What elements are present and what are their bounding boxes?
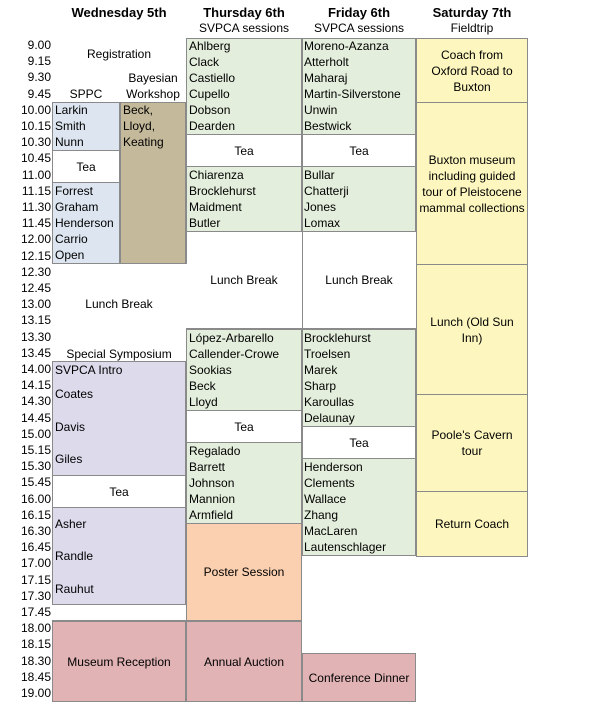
time-label: 17.30 xyxy=(20,588,51,603)
time-label: 9.00 xyxy=(27,38,51,52)
header-wednesday: Wednesday 5th xyxy=(71,5,167,20)
time-label: 12.00 xyxy=(20,232,51,247)
wed-bayesian-label: Bayesian Workshop xyxy=(126,71,180,101)
time-label: 13.30 xyxy=(20,329,51,344)
time-label: 18.15 xyxy=(20,637,51,652)
fri-speaker: Marek xyxy=(304,363,338,377)
sat-return-coach: Return Coach xyxy=(416,491,528,557)
row-divider xyxy=(186,231,416,232)
thu-lunch-break: Lunch Break xyxy=(210,273,278,287)
thu-speaker: Castiello xyxy=(189,71,236,85)
thu-poster-session: Poster Session xyxy=(186,523,302,621)
thu-speaker: Barrett xyxy=(189,460,226,474)
time-label: 18.30 xyxy=(20,653,51,668)
thu-speaker: Dobson xyxy=(189,103,231,117)
thu-speaker: Maidment xyxy=(189,200,242,214)
wed-sppc-name: Graham xyxy=(55,200,99,214)
wed-bayesian-name: Beck, xyxy=(123,103,154,117)
fri-speaker: Sharp xyxy=(304,379,337,393)
subheader-saturday: Fieldtrip xyxy=(450,21,494,35)
sat-coach: Coach from Oxford Road to Buxton xyxy=(416,38,528,103)
column-divider xyxy=(302,232,303,329)
fri-speaker: Lomax xyxy=(304,216,341,230)
fri-tea-2: Tea xyxy=(302,426,416,459)
thu-speaker: Lloyd xyxy=(189,395,218,409)
row-divider xyxy=(52,620,186,621)
wed-symposium-name: Asher xyxy=(55,517,87,531)
fri-conference-dinner: Conference Dinner xyxy=(302,653,416,702)
wed-symposium-name: Giles xyxy=(55,452,83,466)
fri-speaker: Moreno-Azanza xyxy=(304,39,389,53)
time-label: 11.45 xyxy=(21,216,51,231)
fri-speaker: Jones xyxy=(304,200,337,214)
column-divider xyxy=(416,232,417,329)
time-label: 12.30 xyxy=(20,264,51,279)
wed-lunch-break: Lunch Break xyxy=(85,297,153,311)
wed-symposium-name: Coates xyxy=(55,387,94,401)
time-label: 15.15 xyxy=(20,443,51,457)
thu-speaker: Callender-Crowe xyxy=(189,347,280,361)
fri-speaker: Karoullas xyxy=(304,395,355,409)
time-label: 11.00 xyxy=(21,167,51,182)
time-label: 12.45 xyxy=(20,281,51,295)
fri-speaker: Bullar xyxy=(304,168,335,182)
row-divider xyxy=(186,328,416,329)
header-saturday: Saturday 7th xyxy=(432,5,512,20)
wed-sppc-name: Henderson xyxy=(55,216,114,230)
fri-speaker: Wallace xyxy=(304,492,347,506)
time-label: 13.00 xyxy=(20,297,51,312)
thu-speaker: Regalado xyxy=(189,444,241,458)
wed-sppc-name: Smith xyxy=(55,119,86,133)
subheader-thursday: SVPCA sessions xyxy=(198,21,290,35)
thu-speaker: Sookias xyxy=(189,363,232,377)
wed-bayesian-name: Lloyd, xyxy=(123,119,156,133)
thu-speaker: Mannion xyxy=(189,492,236,506)
fri-speaker: Chatterji xyxy=(304,184,349,198)
time-label: 9.45 xyxy=(27,86,51,101)
header-thursday: Thursday 6th xyxy=(203,5,285,20)
fri-speaker: Brocklehurst xyxy=(304,331,371,345)
thu-annual-auction: Annual Auction xyxy=(186,621,302,702)
time-label: 13.15 xyxy=(20,313,51,328)
time-label: 14.45 xyxy=(20,410,51,425)
time-label: 10.30 xyxy=(20,135,51,150)
column-divider xyxy=(186,329,187,702)
fri-speaker: Delaunay xyxy=(304,411,355,425)
time-label: 16.15 xyxy=(20,507,51,522)
wed-symposium-intro: SVPCA Intro xyxy=(55,363,123,377)
thu-speaker: Chiarenza xyxy=(189,168,244,182)
wed-sppc-name: Forrest xyxy=(55,184,94,198)
subheader-friday: SVPCA sessions xyxy=(313,21,405,35)
time-label: 14.30 xyxy=(20,394,51,409)
thu-speaker: Brocklehurst xyxy=(189,184,256,198)
row-divider xyxy=(52,604,186,605)
time-label: 9.30 xyxy=(27,70,51,85)
fri-speaker: MacLaren xyxy=(304,524,358,538)
wed-sppc-name: Open xyxy=(55,248,85,262)
time-label: 16.00 xyxy=(20,491,51,506)
time-label: 9.15 xyxy=(27,54,51,69)
thu-speaker: Armfield xyxy=(189,508,234,522)
time-label: 11.30 xyxy=(21,200,51,214)
fri-speaker: Clements xyxy=(304,476,355,490)
wed-tea-1: Tea xyxy=(52,150,120,183)
thu-speaker: Butler xyxy=(189,216,221,230)
thu-tea-1: Tea xyxy=(186,134,302,167)
time-label: 16.30 xyxy=(20,524,51,538)
fri-speaker: Zhang xyxy=(304,508,339,522)
wed-special-symposium: Special Symposium xyxy=(66,347,172,361)
time-label: 17.15 xyxy=(20,572,51,587)
wed-symposium-name: Randle xyxy=(55,549,94,563)
thu-speaker: Beck xyxy=(189,379,216,393)
thu-speaker: Clack xyxy=(189,55,220,69)
time-label: 10.15 xyxy=(20,119,51,133)
time-label: 18.45 xyxy=(20,669,51,684)
wed-bayesian-name: Keating xyxy=(123,135,164,149)
time-label: 18.00 xyxy=(20,621,51,636)
wed-museum-reception: Museum Reception xyxy=(52,621,186,702)
time-label: 10.45 xyxy=(20,151,51,166)
wed-sppc-name: Nunn xyxy=(55,135,84,149)
wed-symposium-name: Rauhut xyxy=(55,582,94,596)
thu-speaker: Johnson xyxy=(189,476,235,490)
fri-speaker: Troelsen xyxy=(304,347,351,361)
header-friday: Friday 6th xyxy=(327,5,391,20)
thu-tea-2: Tea xyxy=(186,410,302,443)
fri-speaker: Martin-Silverstone xyxy=(304,87,401,101)
fri-speaker: Maharaj xyxy=(304,71,348,85)
sat-pooles-cavern: Poole's Cavern tour xyxy=(416,394,528,492)
wed-tea-2: Tea xyxy=(52,475,186,508)
thu-speaker: Dearden xyxy=(189,119,236,133)
time-label: 17.45 xyxy=(20,605,51,619)
wed-sppc-name: Larkin xyxy=(55,103,88,117)
fri-lunch-break: Lunch Break xyxy=(325,273,393,287)
row-divider xyxy=(52,263,186,264)
time-label: 14.00 xyxy=(20,362,51,376)
thu-speaker: Ahlberg xyxy=(189,39,231,53)
time-label: 16.45 xyxy=(20,540,51,555)
time-label: 13.45 xyxy=(20,345,51,360)
thu-speaker: López-Arbarello xyxy=(189,331,274,345)
fri-speaker: Lautenschlager xyxy=(304,540,387,554)
time-label: 12.15 xyxy=(20,248,51,263)
wed-registration: Registration xyxy=(86,47,152,61)
sat-lunch: Lunch (Old Sun Inn) xyxy=(416,264,528,395)
wed-sppc-name: Carrio xyxy=(55,232,88,246)
fri-tea-1: Tea xyxy=(302,134,416,167)
time-label: 19.00 xyxy=(20,686,51,700)
time-label: 15.00 xyxy=(20,426,51,441)
wed-sppc-label: SPPC xyxy=(69,87,103,101)
time-label: 10.00 xyxy=(20,102,51,117)
time-label: 11.15 xyxy=(21,183,51,198)
sat-buxton-museum: Buxton museum including guided tour of Pleistocene mammal collections xyxy=(416,102,528,265)
wed-symposium-name: Davis xyxy=(55,420,86,434)
thu-speaker: Cupello xyxy=(189,87,230,101)
header-divider xyxy=(186,38,528,39)
fri-speaker: Bestwick xyxy=(304,119,352,133)
fri-speaker: Atterholt xyxy=(304,55,349,69)
fri-speaker: Henderson xyxy=(304,460,363,474)
time-label: 15.45 xyxy=(20,475,51,490)
fri-speaker: Unwin xyxy=(304,103,338,117)
row-divider xyxy=(302,555,416,556)
time-label: 14.15 xyxy=(20,378,51,393)
time-label: 17.00 xyxy=(20,556,51,571)
time-label: 15.30 xyxy=(20,459,51,474)
